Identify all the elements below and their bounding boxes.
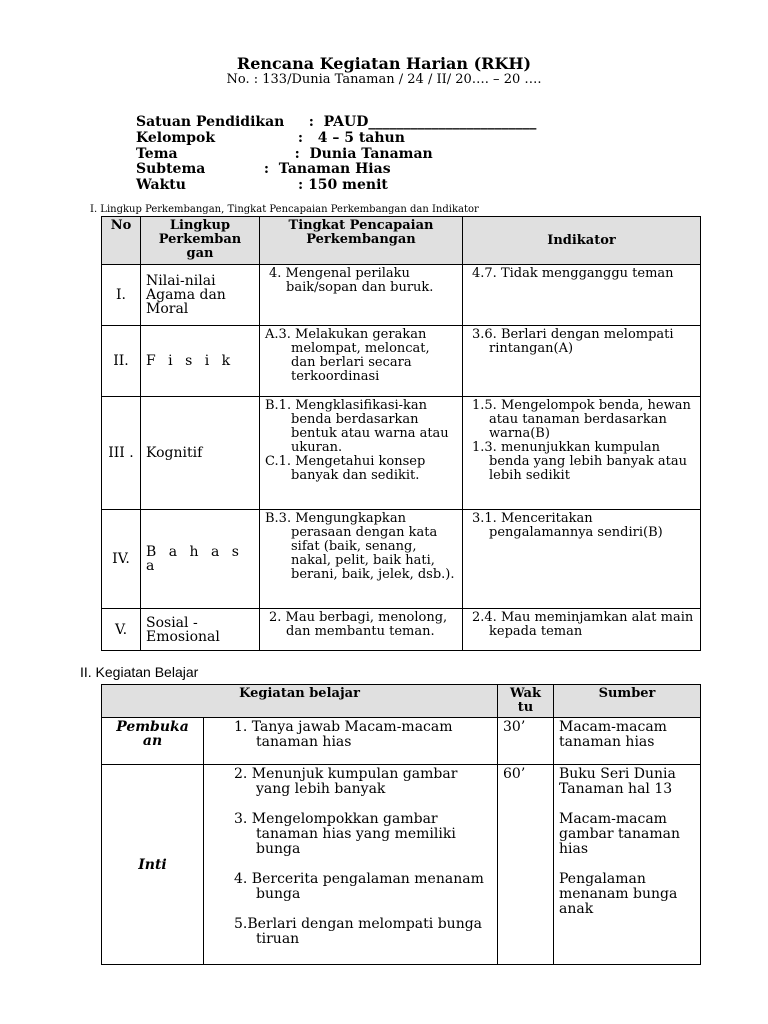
time-cell: 30’ (498, 718, 554, 765)
row-indikator (463, 265, 701, 326)
row-indikator (463, 510, 701, 609)
document-number: No. : 133/Dunia Tanaman / 24 / II/ 20…. – 20 …. (226, 72, 542, 87)
table-header-row (102, 685, 701, 718)
row-number: IV. (102, 510, 141, 609)
row-area: Nilai-nilai Agama dan Moral (141, 265, 260, 326)
table-row (102, 609, 701, 651)
activity-cell (204, 718, 498, 765)
row-indikator (463, 326, 701, 397)
indikator-item: 1.5. Mengelompok benda, hewan atau tanaman berdasarkan warna(B) (472, 398, 691, 441)
source-item: Macam-macam gambar tanaman hias (559, 811, 681, 857)
time-cell: 60’ (498, 765, 554, 965)
tpp-item: B.1. Mengklasifikasi-kan benda berdasarkan bentuk atau warna atau ukuran. (265, 398, 449, 455)
activity-item: 3. Mengelompokkan gambar tanaman hias yang memiliki bunga (234, 811, 456, 857)
tpp-item: 2. Mau berbagi, menolong, dan membantu teman. (269, 610, 448, 639)
meta-subtema: Subtema : Tanaman Hias (136, 161, 391, 177)
col-header-lingkup: Lingkup Perkemban gan (141, 217, 260, 265)
tpp-item: A.3. Melakukan gerakan melompat, meloncat, dan berlari secara terkoordinasi (265, 327, 430, 384)
meta-waktu: Waktu : 150 menit (136, 177, 388, 193)
col-header-kegiatan: Kegiatan belajar (102, 685, 498, 718)
row-number: I. (102, 265, 141, 326)
tpp-item: 4. Mengenal perilaku baik/sopan dan buruk. (269, 266, 434, 295)
row-tpp (260, 265, 463, 326)
meta-satuan: Satuan Pendidikan : PAUD________________________ (136, 114, 537, 130)
table-row (102, 397, 701, 510)
tpp-item: C.1. Mengetahui konsep banyak dan sedikit. (265, 454, 426, 483)
indikator-item: 4.7. Tidak mengganggu teman (472, 266, 674, 281)
activity-item: 5.Berlari dengan melompati bunga tiruan (234, 916, 483, 947)
row-area: Sosial - Emosional (141, 609, 260, 651)
col-header-no: No (102, 217, 141, 265)
table-row (102, 265, 701, 326)
activity-item: 2. Menunjuk kumpulan gambar yang lebih banyak (234, 766, 458, 797)
indikator-item: 3.6. Berlari dengan melompati rintangan(A) (472, 327, 674, 356)
row-tpp (260, 397, 463, 510)
row-indikator (463, 609, 701, 651)
row-tpp (260, 609, 463, 651)
table-header-row (102, 217, 701, 265)
row-tpp (260, 510, 463, 609)
document-title: Rencana Kegiatan Harian (RKH) (236, 54, 532, 73)
row-tpp (260, 326, 463, 397)
indikator-item: 3.1. Menceritakan pengalamannya sendiri(B) (472, 511, 663, 540)
table-row (102, 510, 701, 609)
source-cell (554, 718, 701, 765)
source-item: Macam-macam tanaman hias (559, 719, 667, 750)
source-cell (554, 765, 701, 965)
col-header-sumber: Sumber (554, 685, 701, 718)
indikator-item: 1.3. menunjukkan kumpulan benda yang lebih banyak atau lebih sedikit (472, 440, 687, 483)
phase-label: Pembuka an (102, 718, 204, 765)
row-number: V. (102, 609, 141, 651)
col-header-indikator: Indikator (463, 217, 701, 265)
activity-item: 4. Bercerita pengalaman menanam bunga (234, 871, 484, 902)
row-area: B a h a s a (141, 510, 260, 609)
meta-kelompok: Kelompok : 4 – 5 tahun (136, 130, 405, 146)
section1-heading: I. Lingkup Perkembangan, Tingkat Pencapaian Perkembangan dan Indikator (90, 204, 479, 215)
activity-cell (204, 765, 498, 965)
phase-label: Inti (102, 765, 204, 965)
row-number: III . (102, 397, 141, 510)
table-row (102, 718, 701, 765)
col-header-tpp: Tingkat Pencapaian Perkembangan (260, 217, 463, 265)
source-item: Buku Seri Dunia Tanaman hal 13 (559, 766, 676, 797)
row-area: Kognitif (141, 397, 260, 510)
col-header-waktu: Wak tu (498, 685, 554, 718)
row-number: II. (102, 326, 141, 397)
table-row (102, 765, 701, 965)
row-indikator (463, 397, 701, 510)
section2-heading: II. Kegiatan Belajar (80, 664, 199, 680)
development-table (101, 216, 701, 651)
indikator-item: 2.4. Mau meminjamkan alat main kepada teman (472, 610, 694, 639)
meta-tema: Tema : Dunia Tanaman (136, 146, 433, 162)
table-row (102, 326, 701, 397)
source-item: Pengalaman menanam bunga anak (559, 871, 678, 917)
activity-item: 1. Tanya jawab Macam-macam tanaman hias (234, 719, 453, 750)
row-area: F i s i k (141, 326, 260, 397)
activity-table (101, 684, 701, 965)
tpp-item: B.3. Mengungkapkan perasaan dengan kata sifat (baik, senang, nakal, pelit, baik hati, berani, baik, jelek, dsb.). (265, 511, 455, 582)
